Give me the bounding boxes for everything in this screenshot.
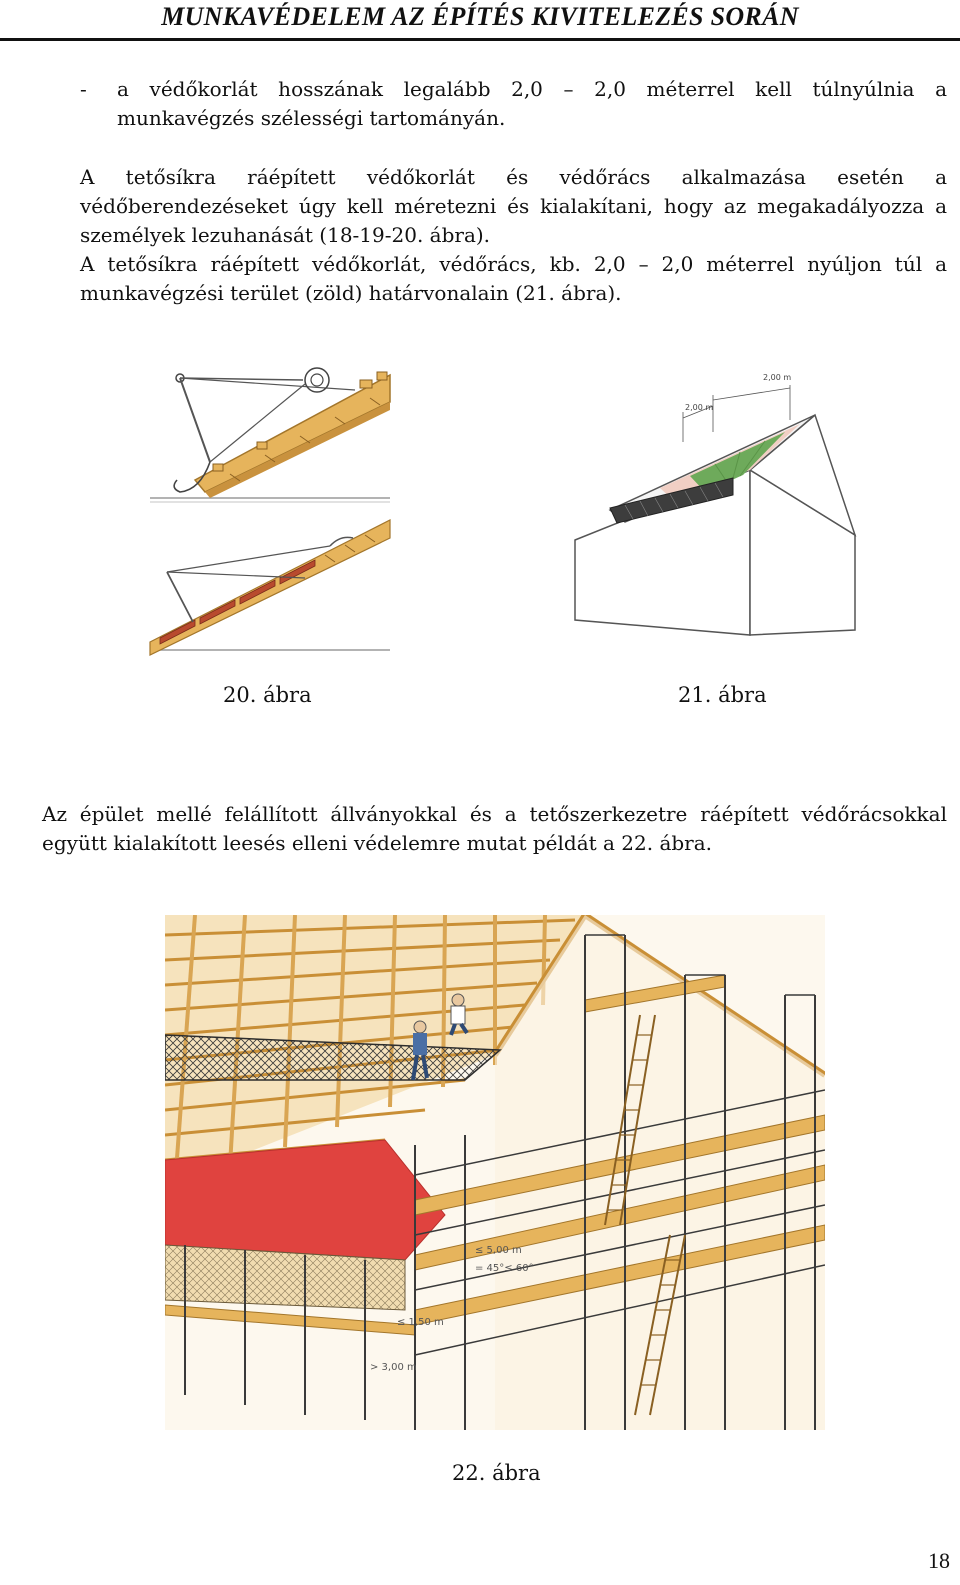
header-title: MUNKAVÉDELEM AZ ÉPÍTÉS KIVITELEZÉS SORÁN <box>161 2 799 31</box>
fig22-label-d: > 3,00 m <box>370 1362 417 1373</box>
para3-line-2: együtt kialakított leesés elleni védelemre mutat példát a 22. ábra. <box>42 831 713 855</box>
bullet-line-1: a védőkorlát hosszának legalább 2,0 – 2,0 méterrel kell túlnyúlnia a <box>117 77 947 101</box>
para1-line-3: személyek lezuhanását (18-19-20. ábra). <box>80 223 491 247</box>
figure-20-illustration <box>145 350 395 660</box>
bullet-line-2: munkavégzés szélességi tartományán. <box>117 106 506 130</box>
fig22-label-c: ≤ 1,50 m <box>397 1317 444 1328</box>
page-header <box>0 0 960 41</box>
fig22-label-a: ≤ 5,00 m <box>475 1245 522 1256</box>
figure-21-caption: 21. ábra <box>678 683 767 707</box>
para2-line-1: A tetősíkra ráépített védőkorlát, védőrács, kb. 2,0 – 2,0 méterrel nyúljon túl a <box>80 252 947 276</box>
fig22-label-b: = 45°≤ 60° <box>475 1263 534 1274</box>
para1-line-2: védőberendezéseket úgy kell méretezni és kialakítani, hogy az megakadályozza a <box>80 194 947 218</box>
para1-line-1: A tetősíkra ráépített védőkorlát és védőrács alkalmazása esetén a <box>80 165 947 189</box>
fig21-dim-label-b: 2,00 m <box>763 373 792 382</box>
para2-line-2: munkavégzési terület (zöld) határvonalain (21. ábra). <box>80 281 622 305</box>
fig21-dim-label-a: 2,00 m <box>685 403 714 412</box>
figure-22-caption: 22. ábra <box>452 1461 541 1485</box>
bullet-dash: - <box>80 77 87 101</box>
figure-20-caption: 20. ábra <box>223 683 312 707</box>
figure-22-illustration <box>165 915 825 1430</box>
para3-line-1: Az épület mellé felállított állványokkal és a tetőszerkezetre ráépített védőrácsokkal <box>42 802 947 826</box>
page-number: 18 <box>928 1548 950 1573</box>
figure-21-illustration <box>565 360 870 645</box>
